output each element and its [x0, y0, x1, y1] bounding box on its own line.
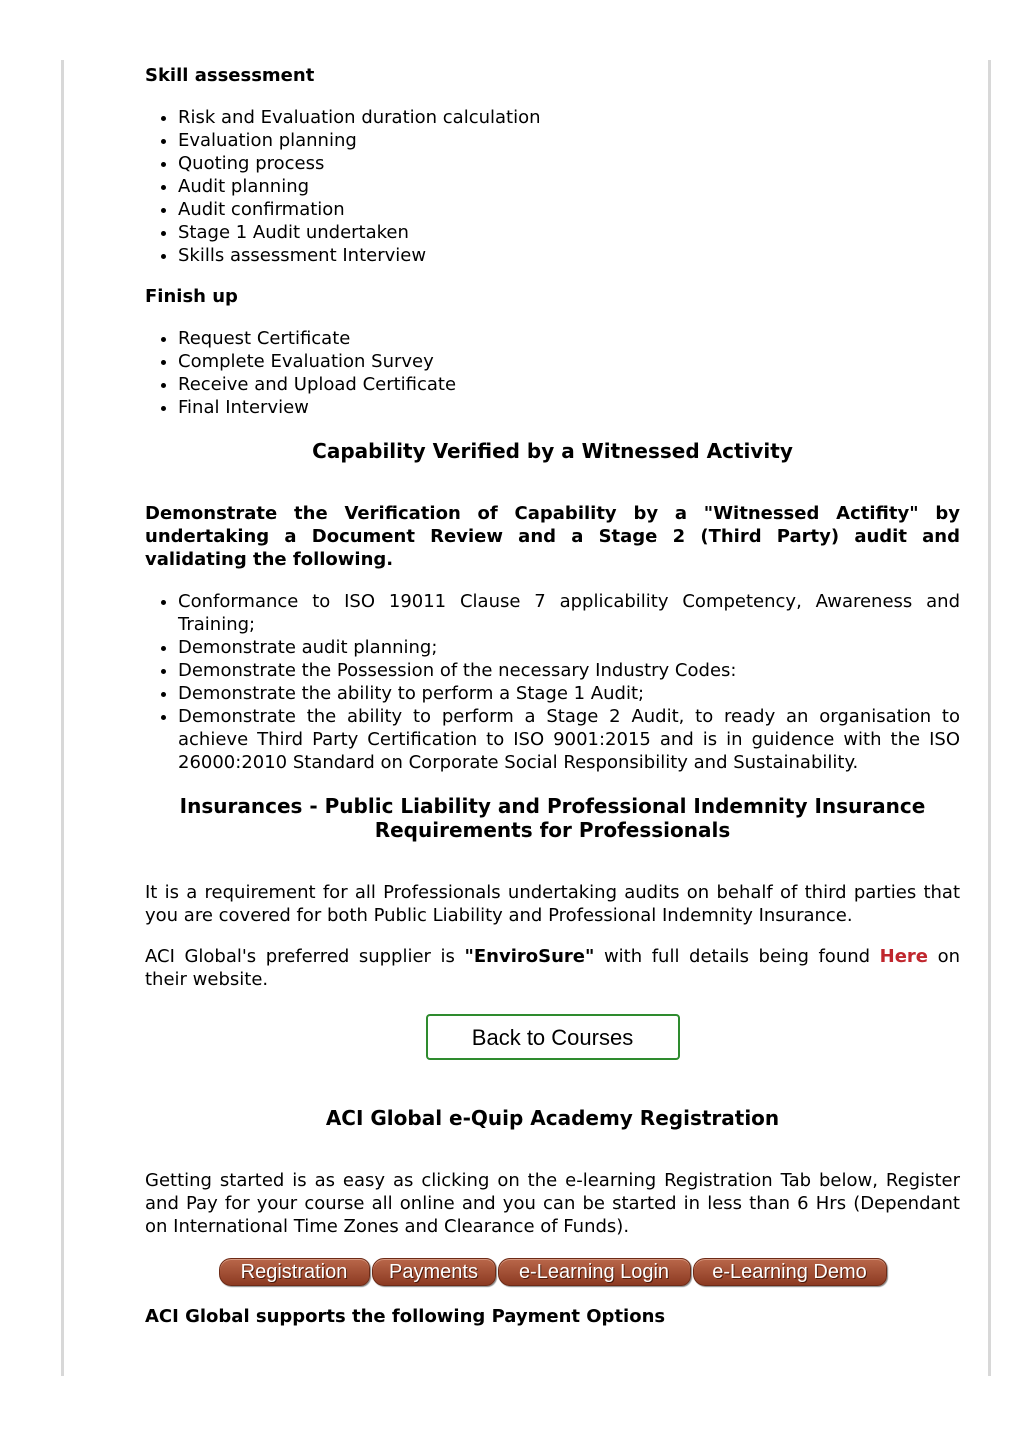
- list-item: • Receive and Upload Certificate: [178, 373, 960, 396]
- list-item: • Demonstrate audit planning;: [178, 636, 960, 659]
- list-item: • Request Certificate: [178, 327, 960, 350]
- supplier-paragraph: [145, 945, 960, 991]
- list-item: • Quoting process: [178, 152, 960, 175]
- left-border-rail: [61, 60, 64, 1376]
- list-item: • Demonstrate the Possession of the necessary Industry Codes:: [178, 659, 960, 682]
- registration-title: ACI Global e-Quip Academy Registration: [325, 1106, 780, 1130]
- list-item: • Audit confirmation: [178, 198, 960, 221]
- insurance-paragraph: It is a requirement for all Professionals undertaking audits on behalf of third parties that you are covered for both Public Liability and Professional Indemnity Insurance.: [145, 882, 960, 926]
- list-item: • Skills assessment Interview: [178, 244, 960, 267]
- skill-assessment-list: [145, 106, 960, 267]
- insurance-title: Insurances - Public Liability and Professional Indemnity Insurance Requirements for Professionals: [179, 794, 926, 842]
- tab-e-learning-demo[interactable]: e-Learning Demo: [693, 1258, 887, 1286]
- back-to-courses-button[interactable]: Back to Courses: [426, 1014, 680, 1060]
- list-item: • Complete Evaluation Survey: [178, 350, 960, 373]
- skill-assessment-heading: Skill assessment: [145, 65, 315, 86]
- supplier-text-suffix: on their website.: [145, 946, 960, 990]
- supplier-text-prefix: ACI Global's preferred supplier is: [145, 946, 465, 967]
- tab-registration[interactable]: Registration: [219, 1258, 370, 1286]
- supplier-name: "EnviroSure": [464, 946, 595, 967]
- list-item: • Demonstrate the ability to perform a Stage 1 Audit;: [178, 682, 960, 705]
- registration-tabs: [145, 1258, 960, 1286]
- payment-options-heading: ACI Global supports the following Payment Options: [145, 1306, 666, 1327]
- capability-title: Capability Verified by a Witnessed Activity: [312, 439, 793, 463]
- list-item: • Audit planning: [178, 175, 960, 198]
- list-item: • Conformance to ISO 19011 Clause 7 applicability Competency, Awareness and Training;: [178, 590, 960, 636]
- capability-intro: Demonstrate the Verification of Capability by a "Witnessed Actifity" by undertaking a Document Review and a Stage 2 (Third Party) audit and validating the following.: [145, 503, 960, 570]
- registration-paragraph: Getting started is as easy as clicking on the e-learning Registration Tab below, Register and Pay for your course all online and you can be started in less than 6 Hrs (Dependant on International Time Zones and Clearance of Funds).: [145, 1170, 960, 1237]
- list-item: • Stage 1 Audit undertaken: [178, 221, 960, 244]
- tab-e-learning-login[interactable]: e-Learning Login: [498, 1258, 691, 1286]
- back-button-wrap: [145, 1014, 960, 1060]
- list-item: • Risk and Evaluation duration calculation: [178, 106, 960, 129]
- envirosure-here-link[interactable]: Here: [879, 946, 928, 967]
- right-border-rail: [988, 60, 991, 1376]
- list-item: • Evaluation planning: [178, 129, 960, 152]
- list-item: • Final Interview: [178, 396, 960, 419]
- main-content: [145, 64, 960, 1328]
- finish-up-heading: Finish up: [145, 286, 238, 307]
- capability-list: [145, 590, 960, 774]
- list-item: • Demonstrate the ability to perform a Stage 2 Audit, to ready an organisation to achieve Third Party Certification to ISO 9001:2015 and is in guidence with the ISO 26000:2010 Standard on Corporate Social Responsibility and Sustainability.: [178, 705, 960, 774]
- supplier-text-middle: with full details being found: [594, 946, 880, 967]
- finish-up-list: [145, 327, 960, 419]
- tab-payments[interactable]: Payments: [372, 1258, 496, 1286]
